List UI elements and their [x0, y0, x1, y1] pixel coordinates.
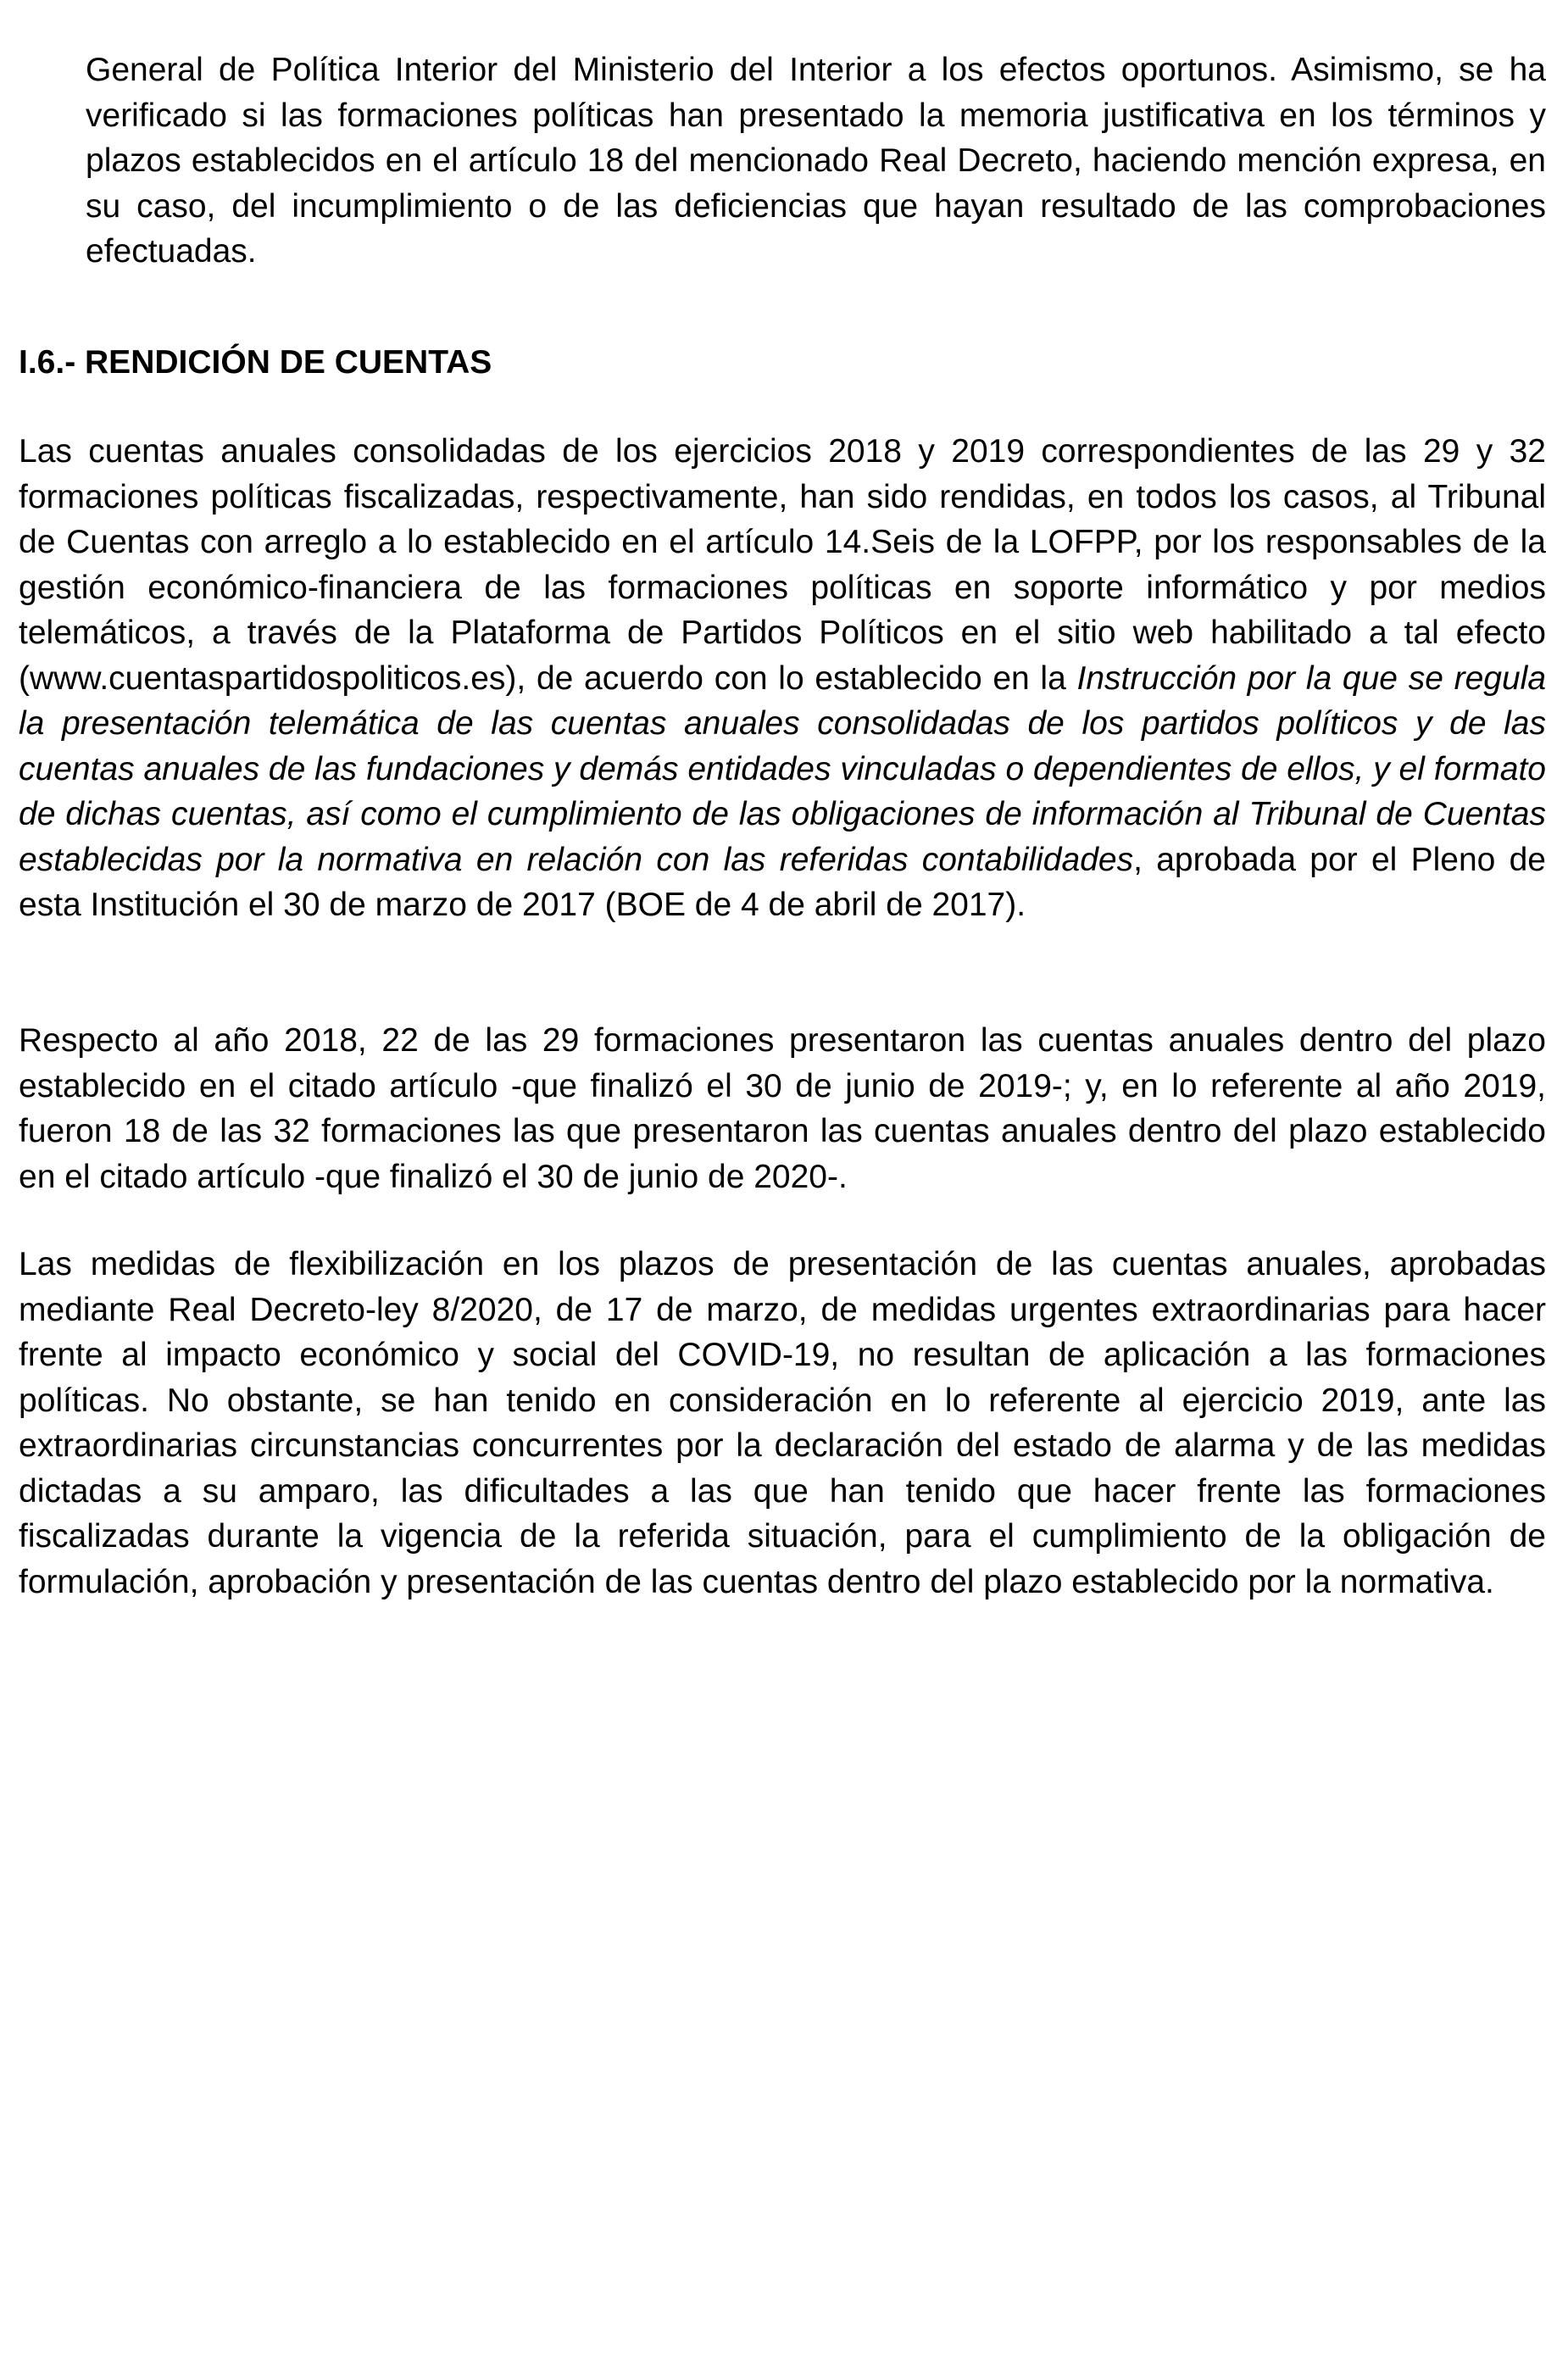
instruccion-title: Instrucción por la que se regula la presentación telemática de las cuentas anuales consolidadas de los partidos políticos y de las cuentas anuales de las fundaciones y demás entidades vinculadas o dependientes de ellos, y el formato de dichas cuentas, así como el cumplimiento de las obligaciones de información al Tribunal de Cuentas establecidas por la normativa en relación con las referidas contabilidades [19, 659, 1547, 878]
paragraph-covid: Las medidas de flexibilización en los plazos de presentación de las cuentas anuales, aprobadas mediante Real Decreto-ley 8/2020, de 17 de marzo, de medidas urgentes extraordinarias para hacer frente al impacto económico y social del COVID-19, no resultan de aplicación a las formaciones políticas. No obstante, se han tenido en consideración en lo referente al ejercicio 2019, ante las extraordinarias circunstancias concurrentes por la declaración del estado de alarma y de las medidas dictadas a su amparo, las dificultades a las que han tenido que hacer frente las formaciones fiscalizadas durante la vigencia de la referida situación, para el cumplimiento de la obligación de formulación, aprobación y presentación de las cuentas dentro del plazo establecido por la normativa. [19, 1246, 1546, 1600]
paragraph-plazos: Respecto al año 2018, 22 de las 29 formaciones presentaron las cuentas anuales dentro del plazo establecido en el citado artículo -que finalizó el 30 de junio de 2019-; y, en lo referente al año 2019, fueron 18 de las 32 formaciones las que presentaron las cuentas anuales dentro del plazo establecido en el citado artículo -que finalizó el 30 de junio de 2020-. [19, 1022, 1546, 1195]
section-heading: I.6.- RENDICIÓN DE CUENTAS [19, 344, 492, 381]
paragraph-rendicion-text-after: , aprobada por el Pleno de esta Institución el 30 de marzo de 2017 (BOE de 4 de abril de 2017). [19, 841, 1546, 923]
paragraph-rendicion [19, 429, 1546, 928]
paragraph-rendicion-text-before: Las cuentas anuales consolidadas de los ejercicios 2018 y 2019 correspondientes de las 29 y 32 formaciones políticas fiscalizadas, respectivamente, han sido rendidas, en todos los casos, al Tribunal de Cuentas con arreglo a lo establecido en el artículo 14.Seis de la LOFPP, por los responsables de la gestión económico-financiera de las formaciones políticas en soporte informático y por medios telemáticos, a través de la Plataforma de Partidos Políticos en el sitio web habilitado a tal efecto (www.cuentaspartidospoliticos.es), de acuerdo con lo establecido en la [19, 433, 1546, 697]
continued-paragraph: General de Política Interior del Ministerio del Interior a los efectos oportunos. Asimismo, se ha verificado si las formaciones políticas han presentado la memoria justificativa en los términos y plazos establecidos en el artículo 18 del mencionado Real Decreto, haciendo mención expresa, en su caso, del incumplimiento o de las deficiencias que hayan resultado de las comprobaciones efectuadas. [86, 52, 1546, 270]
